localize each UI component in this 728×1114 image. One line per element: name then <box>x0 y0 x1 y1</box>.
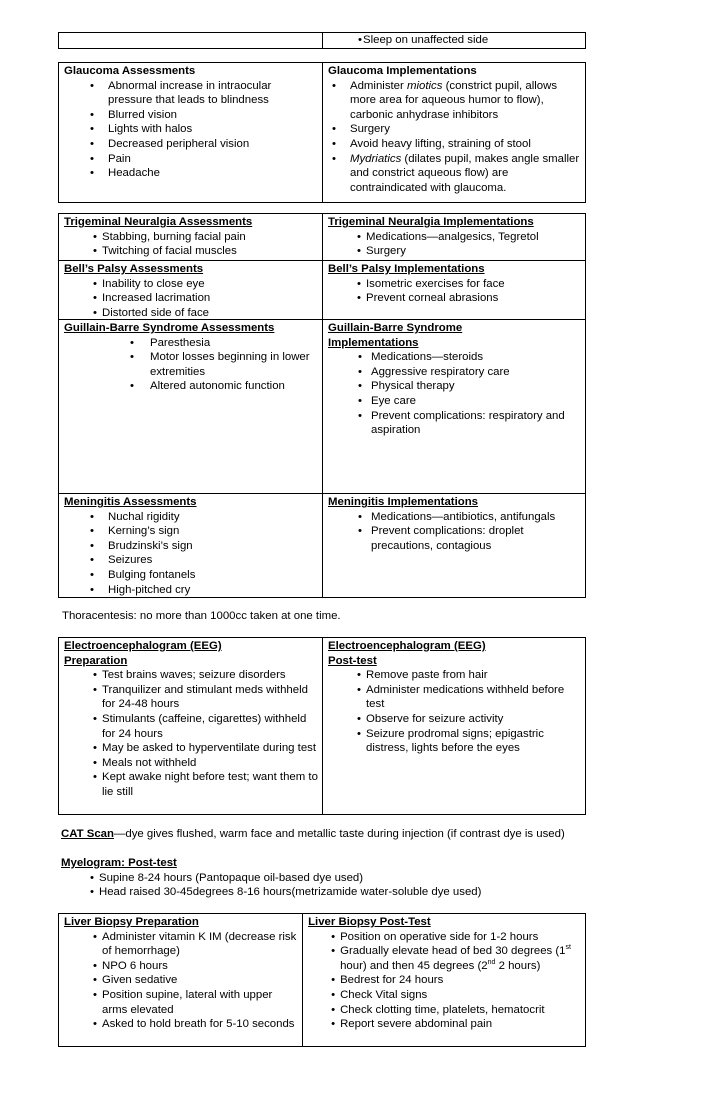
list-item: • Test brains waves; seizure disorders <box>64 668 318 683</box>
list-item: • Twitching of facial muscles <box>64 244 318 259</box>
meningitis-implementations <box>322 494 585 597</box>
list-item: • Prevent complications: respiratory and aspiration <box>328 409 581 438</box>
list-item: • Mydriatics (dilates pupil, makes angle smaller and constrict aqueous flow) are contraindicated with glaucoma. <box>328 152 581 196</box>
neuro-table <box>58 213 586 598</box>
sleep-table <box>58 32 586 49</box>
list-item: • Motor losses beginning in lower extremities <box>64 350 318 379</box>
section-heading: Meningitis Implementations <box>328 496 478 508</box>
glaucoma-implementations <box>322 63 585 202</box>
list-item: • Asked to hold breath for 5-10 seconds <box>64 1017 298 1032</box>
list-item: • High-pitched cry <box>64 583 318 598</box>
section-heading: Meningitis Assessments <box>64 496 197 508</box>
list-item: • Stimulants (caffeine, cigarettes) withheld for 24 hours <box>64 712 318 741</box>
list-item: • Seizures <box>64 553 318 568</box>
section-heading: Glaucoma Assessments <box>64 65 196 77</box>
guillain-assessments <box>59 320 322 493</box>
list-item: • May be asked to hyperventilate during test <box>64 741 318 756</box>
list-item: • Position supine, lateral with upper arms elevated <box>64 988 298 1017</box>
liver-preparation <box>59 914 302 1046</box>
list-item: • Altered autonomic function <box>64 379 318 394</box>
list-item: • Remove paste from hair <box>328 668 581 683</box>
bells-implementations <box>322 261 585 319</box>
list-item: • Given sedative <box>64 973 298 988</box>
section-heading: Trigeminal Neuralgia Implementations <box>328 216 534 228</box>
list-item: • Pain <box>64 152 318 167</box>
section-heading: Glaucoma Implementations <box>328 65 477 77</box>
list-item: • Bedrest for 24 hours <box>302 973 581 988</box>
section-heading: Myelogram: Post-test <box>61 857 177 869</box>
section-heading: Electroencephalogram (EEG) Preparation <box>64 640 222 667</box>
glaucoma-assessments <box>59 63 322 202</box>
section-heading: Liver Biopsy Post-Test <box>308 916 431 928</box>
list-item: • Isometric exercises for face <box>328 277 581 292</box>
cat-scan-text: —dye gives flushed, warm face and metallic taste during injection (if contrast dye is used) <box>113 828 565 840</box>
cat-scan-label: CAT Scan <box>61 828 114 840</box>
bells-assessments <box>59 261 322 319</box>
list-item: • Inability to close eye <box>64 277 318 292</box>
list-item: • Stabbing, burning facial pain <box>64 230 318 245</box>
sleep-cell <box>322 33 585 48</box>
list-item: • Abnormal increase in intraocular pressure that leads to blindness <box>64 79 318 108</box>
section-heading: Trigeminal Neuralgia Assessments <box>64 216 253 228</box>
section-heading: Liver Biopsy Preparation <box>64 916 199 928</box>
myelogram-section <box>61 856 581 900</box>
list-item: • Position on operative side for 1-2 hours <box>302 930 581 945</box>
list-item: • Prevent corneal abrasions <box>328 291 581 306</box>
section-heading: Bell’s Palsy Implementations <box>328 263 485 275</box>
list-item: • Kerning’s sign <box>64 524 318 539</box>
list-item: • Bulging fontanels <box>64 568 318 583</box>
list-item: • Blurred vision <box>64 108 318 123</box>
list-item: • Gradually elevate head of bed 30 degrees (1st hour) and then 45 degrees (2nd 2 hours) <box>302 944 581 973</box>
list-item: • Surgery <box>328 244 581 259</box>
list-item: • Avoid heavy lifting, straining of stool <box>328 137 581 152</box>
trigeminal-implementations <box>322 214 585 260</box>
list-item: • Eye care <box>328 394 581 409</box>
list-item: • Physical therapy <box>328 379 581 394</box>
guillain-implementations <box>322 320 585 493</box>
list-item: • Seizure prodromal signs; epigastric distress, lights before the eyes <box>328 727 581 756</box>
section-heading: Electroencephalogram (EEG) Post-test <box>328 640 486 667</box>
list-item: • Observe for seizure activity <box>328 712 581 727</box>
section-heading: Bell’s Palsy Assessments <box>64 263 204 275</box>
list-item: • Medications—analgesics, Tegretol <box>328 230 581 245</box>
list-item: • Headache <box>64 166 318 181</box>
list-item: • Paresthesia <box>64 336 318 351</box>
list-item: • Decreased peripheral vision <box>64 137 318 152</box>
list-item: • Prevent complications: droplet precautions, contagious <box>328 524 581 553</box>
list-item: • Administer miotics (constrict pupil, allows more area for aqueous humor to flow), carbonic anhydrase inhibitors <box>328 79 581 123</box>
list-item: • Nuchal rigidity <box>64 510 318 525</box>
list-item: • Check Vital signs <box>302 988 581 1003</box>
eeg-post-test <box>322 638 585 814</box>
list-item: • Medications—steroids <box>328 350 581 365</box>
list-item: • Administer medications withheld before test <box>328 683 581 712</box>
list-item: • Report severe abdominal pain <box>302 1017 581 1032</box>
trigeminal-assessments <box>59 214 322 260</box>
list-item: • Increased lacrimation <box>64 291 318 306</box>
list-item: • Aggressive respiratory care <box>328 365 581 380</box>
list-item: • Head raised 30-45degrees 8-16 hours(metrizamide water-soluble dye used) <box>61 885 581 900</box>
thoracentesis-note: Thoracentesis: no more than 1000cc taken at one time. <box>62 610 341 622</box>
section-heading: Guillain-Barre Syndrome Implementations <box>328 322 463 349</box>
cat-scan-note <box>61 827 565 842</box>
list-item: • NPO 6 hours <box>64 959 298 974</box>
list-item: • Surgery <box>328 122 581 137</box>
list-item: • Distorted side of face <box>64 306 318 321</box>
list-item: • Lights with halos <box>64 122 318 137</box>
list-item: • Administer vitamin K IM (decrease risk of hemorrhage) <box>64 930 298 959</box>
list-item: • Medications—antibiotics, antifungals <box>328 510 581 525</box>
list-item: • Meals not withheld <box>64 756 318 771</box>
empty-cell <box>59 33 322 48</box>
list-item: • Tranquilizer and stimulant meds withheld for 24-48 hours <box>64 683 318 712</box>
meningitis-assessments <box>59 494 322 597</box>
eeg-preparation <box>59 638 322 814</box>
liver-table <box>58 913 586 1047</box>
section-heading: Guillain-Barre Syndrome Assessments <box>64 322 275 334</box>
list-item: • Kept awake night before test; want them to lie still <box>64 770 318 799</box>
liver-post-test <box>302 914 585 1046</box>
list-item: • Check clotting time, platelets, hematocrit <box>302 1003 581 1018</box>
list-item: • Brudzinski’s sign <box>64 539 318 554</box>
glaucoma-table <box>58 62 586 203</box>
eeg-table <box>58 637 586 815</box>
list-item: • Sleep on unaffected side <box>328 33 581 48</box>
list-item: • Supine 8-24 hours (Pantopaque oil-based dye used) <box>61 871 581 886</box>
